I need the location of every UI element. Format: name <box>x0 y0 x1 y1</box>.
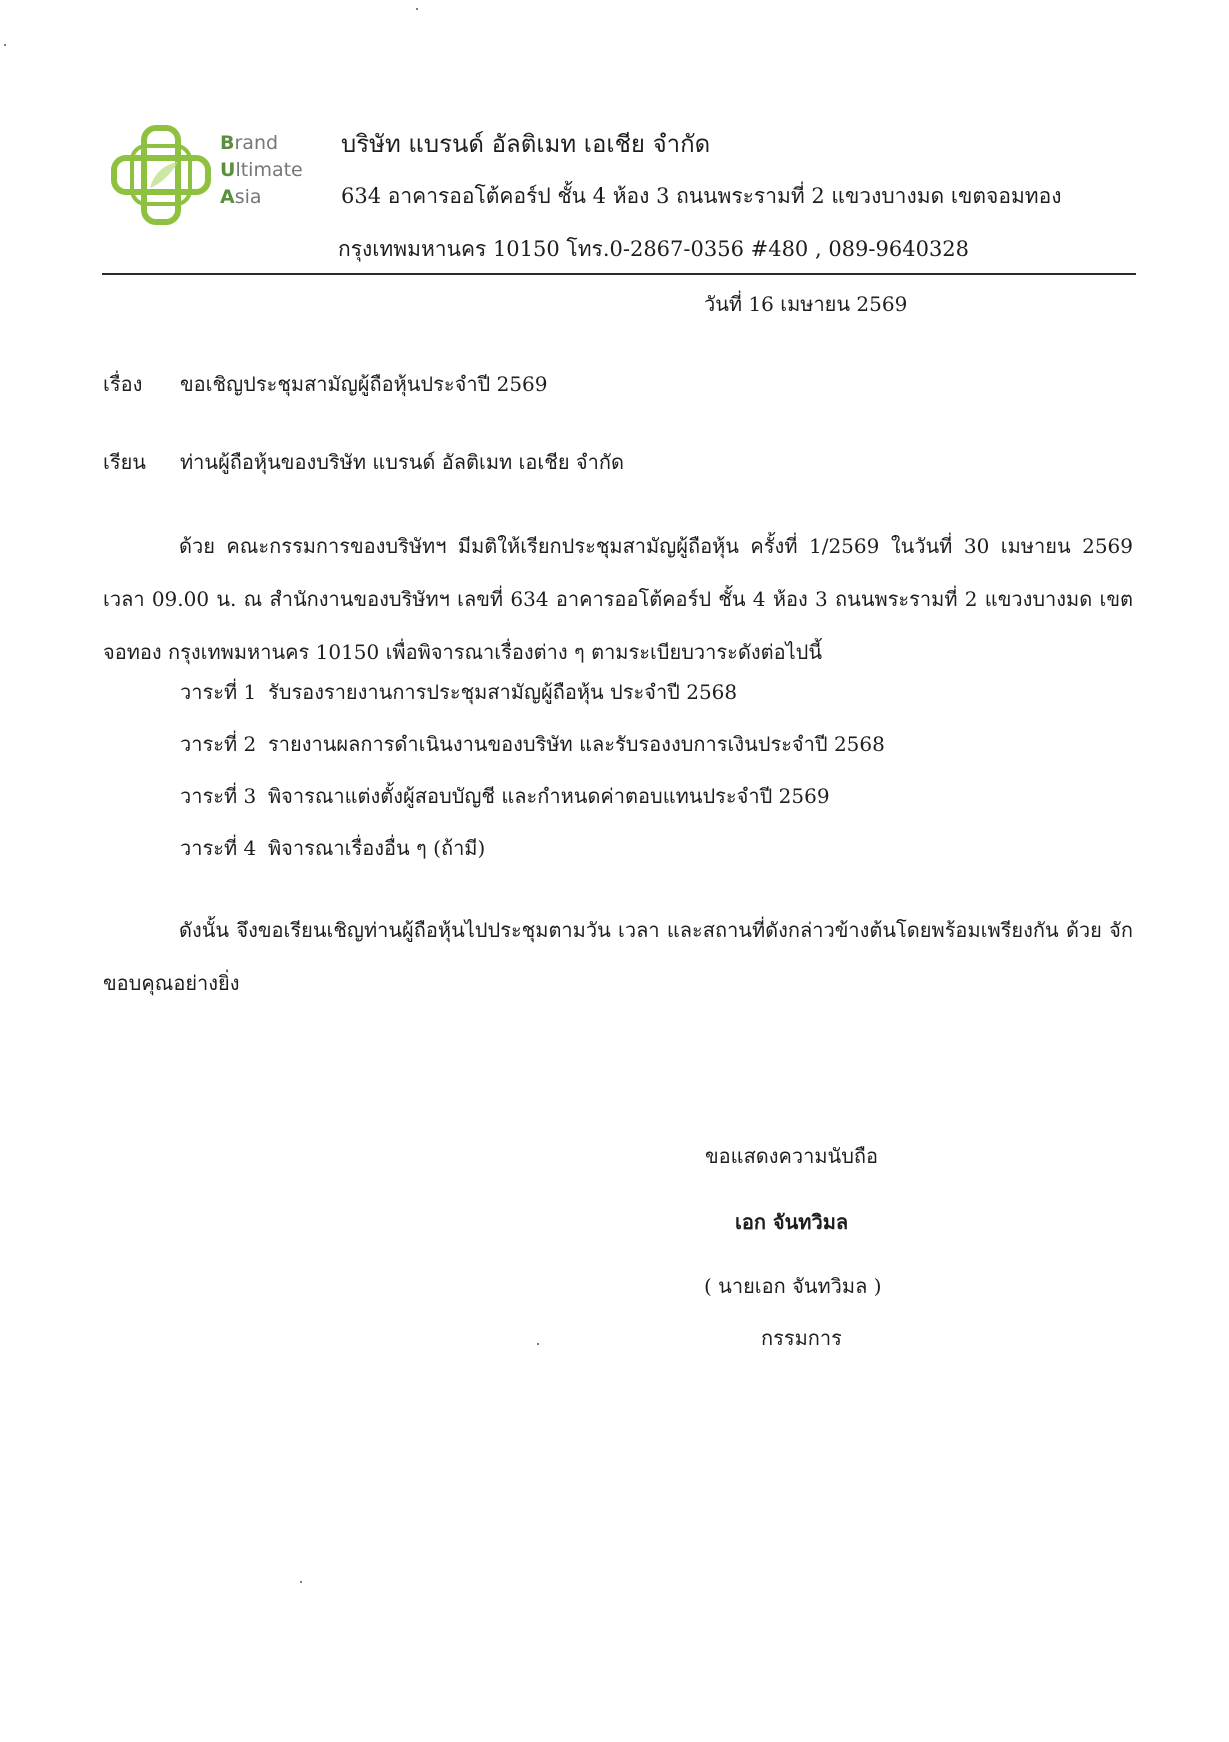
company-address-line2: กรุงเทพมหานคร 10150 โทร.0-2867-0356 #480 , 089-9640328 <box>338 237 970 261</box>
header-divider <box>102 273 1136 275</box>
subject-label: เรื่อง <box>103 372 143 396</box>
scan-speck <box>416 8 418 10</box>
body-paragraph-2: ดังนั้น จึงขอเรียนเชิญท่านผู้ถือหุ้นไปประชุมตามวัน เวลา และสถานที่ดังกล่าวข้างต้นโดยพร้อมเพรียงกัน ด้วย จักขอบคุณอย่างยิ่ง <box>103 918 1133 995</box>
company-logo-icon <box>108 122 214 228</box>
company-address-line1: 634 อาคารออโต้คอร์ป ชั้น 4 ห้อง 3 ถนนพระรามที่ 2 แขวงบางมด เขตจอมทอง <box>341 184 1062 208</box>
logo-line-brand: Brand <box>220 132 279 154</box>
body-paragraph-1: ด้วย คณะกรรมการของบริษัทฯ มีมติให้เรียกประชุมสามัญผู้ถือหุ้น ครั้งที่ 1/2569 ในวันที่ 30 เมษายน 2569 เวลา 09.00 น. ณ สำนักงานของบริษัทฯ เลขที่ 634 อาคารออโต้คอร์ป ชั้น 4 ห้อง 3 ถนนพระรามที่ 2 แขวงบางมด เขตจอทอง กรุงเทพมหานคร 10150 เพื่อพิจารณาเรื่องต่าง ๆ ตามระเบียบวาระดังต่อไปนี้ <box>103 534 1133 664</box>
signer-full-name: ( นายเอก จันทวิมล ) <box>704 1274 882 1298</box>
signer-name: เอก จันทวิมล <box>735 1210 849 1234</box>
scan-speck <box>4 44 6 46</box>
recipient-label: เรียน <box>103 450 146 474</box>
letter-date: วันที่ 16 เมษายน 2569 <box>704 292 908 316</box>
agenda-item: วาระที่ 1 รับรองรายงานการประชุมสามัญผู้ถือหุ้น ประจำปี 2568 <box>180 680 738 704</box>
scan-speck <box>537 1343 539 1345</box>
logo-line-ultimate: Ultimate <box>220 159 303 181</box>
company-name: บริษัท แบรนด์ อัลติเมท เอเชีย จำกัด <box>341 130 711 158</box>
logo-line-asia: Asia <box>220 186 262 208</box>
recipient-text: ท่านผู้ถือหุ้นของบริษัท แบรนด์ อัลติเมท เอเชีย จำกัด <box>180 450 624 474</box>
closing-salutation: ขอแสดงความนับถือ <box>705 1144 879 1168</box>
subject-text: ขอเชิญประชุมสามัญผู้ถือหุ้นประจำปี 2569 <box>180 372 548 396</box>
agenda-item: วาระที่ 2 รายงานผลการดำเนินงานของบริษัท และรับรองงบการเงินประจำปี 2568 <box>180 732 885 756</box>
scan-speck <box>300 1581 302 1583</box>
signer-title: กรรมการ <box>761 1326 842 1350</box>
logo-wordmark <box>220 130 303 211</box>
agenda-item: วาระที่ 4 พิจารณาเรื่องอื่น ๆ (ถ้ามี) <box>180 836 486 860</box>
agenda-item: วาระที่ 3 พิจารณาแต่งตั้งผู้สอบบัญชี และกำหนดค่าตอบแทนประจำปี 2569 <box>180 784 830 808</box>
